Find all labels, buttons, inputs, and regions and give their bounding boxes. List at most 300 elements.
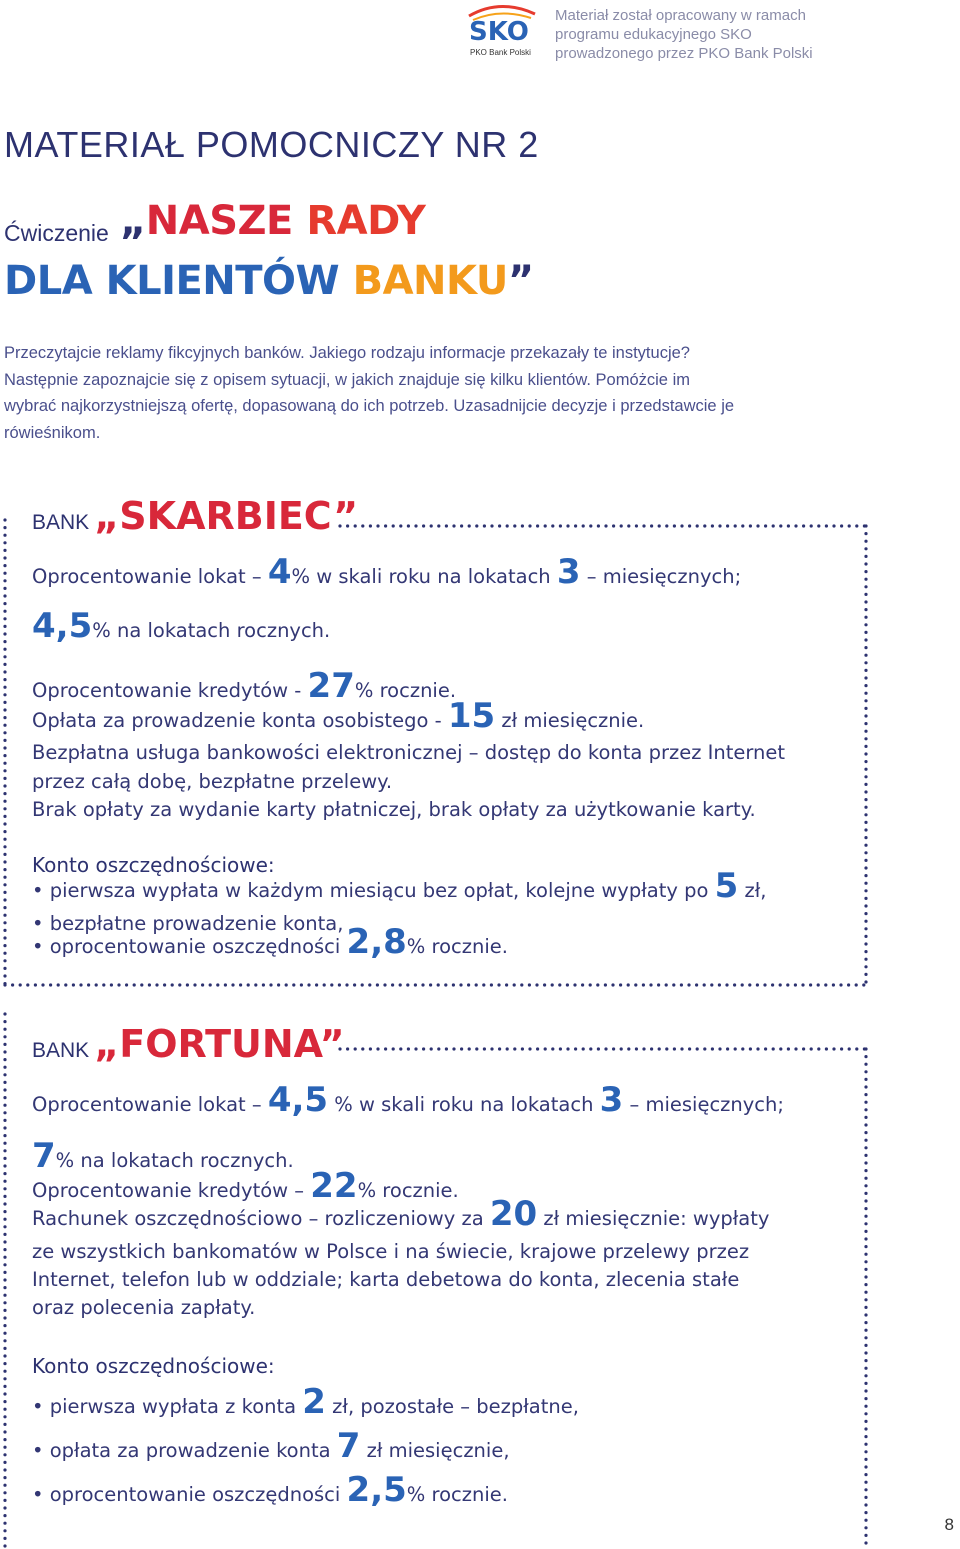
text: % na lokatach rocznych. xyxy=(92,619,331,642)
frame-dot xyxy=(3,1484,6,1487)
frame-dot xyxy=(3,1491,6,1494)
frame-dot xyxy=(41,983,44,986)
frame-dot xyxy=(756,983,759,986)
frame-dot xyxy=(3,1347,6,1350)
frame-dot xyxy=(300,983,303,986)
frame-dot xyxy=(725,983,728,986)
frame-dot xyxy=(452,983,455,986)
frame-dot xyxy=(392,1047,395,1050)
frame-dot xyxy=(3,640,6,643)
frame-dot xyxy=(611,983,614,986)
frame-dot xyxy=(3,1301,6,1304)
frame-dot xyxy=(864,616,867,619)
frame-dot xyxy=(543,983,546,986)
frame-dot xyxy=(864,585,867,588)
frame-dot xyxy=(864,707,867,710)
frame-dot xyxy=(3,1119,6,1122)
frame-dot xyxy=(864,1397,867,1400)
frame-dot xyxy=(3,974,6,977)
frame-dot xyxy=(528,1047,531,1050)
frame-dot xyxy=(3,1225,6,1228)
frame-dot xyxy=(864,1101,867,1104)
frame-dot xyxy=(696,1047,699,1050)
frame-dot xyxy=(506,1047,509,1050)
frame-dot xyxy=(277,983,280,986)
frame-dot xyxy=(3,868,6,871)
frame-dot xyxy=(657,983,660,986)
frame-dot xyxy=(673,524,676,527)
intro-line: Następnie zapoznajcie się z opisem sytuacji, w jakich znajduje się kilku klientów. Pomóżcie im xyxy=(4,370,690,389)
frame-dot xyxy=(459,983,462,986)
frame-dot xyxy=(627,1047,630,1050)
frame-dot xyxy=(239,983,242,986)
frame-dot xyxy=(771,983,774,986)
fortuna-account-fee xyxy=(32,1194,769,1234)
frame-dot xyxy=(864,1283,867,1286)
frame-dot xyxy=(824,983,827,986)
frame-dot xyxy=(787,1047,790,1050)
frame-dot xyxy=(3,936,6,939)
frame-dot xyxy=(832,1047,835,1050)
frame-dot xyxy=(3,1316,6,1319)
frame-dot xyxy=(589,524,592,527)
frame-dot xyxy=(794,983,797,986)
frame-dot xyxy=(3,746,6,749)
number: 4,5 xyxy=(32,606,93,646)
frame-dot xyxy=(864,1108,867,1111)
frame-dot xyxy=(864,1131,867,1134)
frame-dot xyxy=(864,775,867,778)
frame-dot xyxy=(3,1332,6,1335)
frame-dot xyxy=(612,524,615,527)
text: Rachunek oszczędnościowo – rozliczeniowy za xyxy=(32,1207,484,1230)
frame-dot xyxy=(3,556,6,559)
frame-dot xyxy=(864,927,867,930)
frame-dot xyxy=(711,524,714,527)
frame-dot xyxy=(3,1271,6,1274)
frame-dot xyxy=(574,524,577,527)
bank-name: SKARBIEC xyxy=(119,494,334,538)
frame-dot xyxy=(231,983,234,986)
frame-dot xyxy=(779,524,782,527)
frame-dot xyxy=(864,904,867,907)
frame-dot xyxy=(597,1047,600,1050)
document-title: MATERIAŁ POMOCNICZY NR 2 xyxy=(4,124,539,165)
frame-dot xyxy=(444,983,447,986)
frame-dot xyxy=(224,983,227,986)
frame-dot xyxy=(756,1047,759,1050)
frame-dot xyxy=(680,524,683,527)
frame-dot xyxy=(430,1047,433,1050)
frame-dot xyxy=(148,983,151,986)
text: pierwsza wypłata z konta xyxy=(49,1395,297,1418)
text: bezpłatne prowadzenie konta, xyxy=(49,912,344,935)
frame-dot xyxy=(445,524,448,527)
frame-dot xyxy=(72,983,75,986)
frame-dot xyxy=(3,1081,6,1084)
number: 4 xyxy=(267,552,292,592)
frame-dot xyxy=(855,1047,858,1050)
frame-dot xyxy=(864,570,867,573)
frame-dot xyxy=(864,1382,867,1385)
frame-dot xyxy=(498,1047,501,1050)
frame-dot xyxy=(864,942,867,945)
frame-dot xyxy=(445,1047,448,1050)
open-quote: „ xyxy=(94,494,120,538)
frame-dot xyxy=(864,1184,867,1187)
frame-dot xyxy=(864,1420,867,1423)
frame-dot xyxy=(604,524,607,527)
frame-dot xyxy=(673,1047,676,1050)
frame-dot xyxy=(864,1465,867,1468)
frame-dot xyxy=(864,1139,867,1142)
frame-dot xyxy=(414,983,417,986)
frame-dot xyxy=(3,983,6,986)
frame-dot xyxy=(680,983,683,986)
frame-dot xyxy=(117,983,120,986)
frame-dot xyxy=(521,524,524,527)
frame-dot xyxy=(864,859,867,862)
frame-dot xyxy=(864,980,867,983)
frame-dot xyxy=(3,572,6,575)
frame-dot xyxy=(3,1324,6,1327)
skarbiec-savings-title: Konto oszczędnościowe: xyxy=(32,853,275,877)
frame-dot xyxy=(566,983,569,986)
frame-dot xyxy=(864,1169,867,1172)
fortuna-savings-bullet xyxy=(32,1426,510,1466)
frame-dot xyxy=(3,1073,6,1076)
frame-dot xyxy=(3,1058,6,1061)
bullet: • xyxy=(32,1395,44,1418)
frame-dot xyxy=(49,983,52,986)
page-number: 8 xyxy=(944,1515,954,1534)
frame-dot xyxy=(3,1529,6,1532)
text: % rocznie. xyxy=(357,1179,459,1202)
frame-dot xyxy=(864,1389,867,1392)
frame-dot xyxy=(3,708,6,711)
header-note-line: programu edukacyjnego SKO xyxy=(555,26,752,43)
skarbiec-text-line: Bezpłatna usługa bankowości elektronicznej – dostęp do konta przez Internet xyxy=(32,741,786,764)
frame-dot xyxy=(361,983,364,986)
text: % rocznie. xyxy=(406,935,508,958)
frame-dot xyxy=(460,524,463,527)
frame-dot xyxy=(864,882,867,885)
frame-dot xyxy=(864,661,867,664)
text: – miesięcznych; xyxy=(586,565,742,588)
frame-dot xyxy=(3,686,6,689)
frame-dot xyxy=(864,1207,867,1210)
frame-dot xyxy=(864,1541,867,1544)
frame-dot xyxy=(3,1294,6,1297)
frame-dot xyxy=(763,983,766,986)
text: % rocznie. xyxy=(406,1483,508,1506)
frame-dot xyxy=(864,1070,867,1073)
frame-dot xyxy=(3,1370,6,1373)
frame-dot xyxy=(703,983,706,986)
frame-dot xyxy=(3,1522,6,1525)
bullet: • xyxy=(32,1439,44,1462)
frame-dot xyxy=(566,524,569,527)
frame-dot xyxy=(864,1374,867,1377)
frame-dot xyxy=(19,983,22,986)
frame-dot xyxy=(864,646,867,649)
bullet: • xyxy=(32,912,44,935)
frame-dot xyxy=(864,1085,867,1088)
frame-dot xyxy=(658,524,661,527)
frame-dot xyxy=(26,983,29,986)
frame-dot xyxy=(87,983,90,986)
frame-dot xyxy=(3,1240,6,1243)
skarbiec-savings-bullet xyxy=(32,922,508,962)
frame-dot xyxy=(551,983,554,986)
frame-dot xyxy=(558,983,561,986)
frame-dot xyxy=(864,524,867,527)
frame-dot xyxy=(460,1047,463,1050)
frame-dot xyxy=(3,1438,6,1441)
frame-dot xyxy=(635,1047,638,1050)
frame-dot xyxy=(855,524,858,527)
frame-dot xyxy=(3,541,6,544)
frame-dot xyxy=(338,983,341,986)
frame-dot xyxy=(3,792,6,795)
frame-dot xyxy=(864,1336,867,1339)
frame-dot xyxy=(353,983,356,986)
fortuna-savings-title: Konto oszczędnościowe: xyxy=(32,1354,275,1378)
frame-dot xyxy=(3,1362,6,1365)
frame-dot xyxy=(551,524,554,527)
frame-dot xyxy=(3,815,6,818)
frame-dot xyxy=(133,983,136,986)
text: % w skali roku na lokatach xyxy=(334,1093,594,1116)
text: – miesięcznych; xyxy=(629,1093,784,1116)
frame-dot xyxy=(741,524,744,527)
skarbiec-deposit-rate xyxy=(32,552,741,592)
skarbiec-text-line: Brak opłaty za wydanie karty płatniczej, brak opłaty za użytkowanie karty. xyxy=(32,798,756,821)
title-word: RADY xyxy=(306,198,426,244)
frame-dot xyxy=(430,524,433,527)
frame-dot xyxy=(650,1047,653,1050)
frame-dot xyxy=(864,730,867,733)
frame-dot xyxy=(3,1309,6,1312)
frame-dot xyxy=(163,983,166,986)
frame-dot xyxy=(3,1392,6,1395)
frame-dot xyxy=(171,983,174,986)
frame-dot xyxy=(864,555,867,558)
frame-dot xyxy=(468,524,471,527)
frame-dot xyxy=(864,1275,867,1278)
frame-dot xyxy=(475,983,478,986)
frame-dot xyxy=(832,983,835,986)
frame-dot xyxy=(864,737,867,740)
frame-dot xyxy=(734,1047,737,1050)
frame-dot xyxy=(864,1298,867,1301)
frame-dot xyxy=(186,983,189,986)
frame-dot xyxy=(864,532,867,535)
frame-dot xyxy=(3,534,6,537)
frame-dot xyxy=(864,920,867,923)
text: % w skali roku na lokatach xyxy=(291,565,551,588)
frame-dot xyxy=(330,983,333,986)
frame-dot xyxy=(749,1047,752,1050)
frame-dot xyxy=(779,1047,782,1050)
skarbiec-text-line: przez całą dobę, bezpłatne przelewy. xyxy=(32,770,393,793)
frame-dot xyxy=(772,1047,775,1050)
frame-dot xyxy=(3,944,6,947)
frame-dot xyxy=(589,1047,592,1050)
frame-dot xyxy=(864,1192,867,1195)
frame-dot xyxy=(3,1218,6,1221)
frame-dot xyxy=(864,1253,867,1256)
frame-dot xyxy=(864,600,867,603)
frame-dot xyxy=(3,1157,6,1160)
frame-dot xyxy=(627,983,630,986)
frame-dot xyxy=(3,731,6,734)
frame-dot xyxy=(864,935,867,938)
text: zł miesięcznie, xyxy=(366,1439,510,1462)
bullet: • xyxy=(32,935,44,958)
frame-dot xyxy=(3,1385,6,1388)
exercise-title-line-2 xyxy=(4,258,534,304)
frame-dot xyxy=(864,1146,867,1149)
frame-dot xyxy=(376,983,379,986)
frame-dot xyxy=(513,1047,516,1050)
frame-dot xyxy=(864,676,867,679)
header-note-line: prowadzonego przez PKO Bank Polski xyxy=(555,45,813,62)
frame-dot xyxy=(817,524,820,527)
frame-dot xyxy=(521,1047,524,1050)
frame-dot xyxy=(3,921,6,924)
frame-dot xyxy=(399,524,402,527)
frame-dot xyxy=(864,1359,867,1362)
number: 3 xyxy=(599,1080,624,1120)
frame-dot xyxy=(392,524,395,527)
frame-dot xyxy=(3,1142,6,1145)
frame-dot xyxy=(3,701,6,704)
fortuna-deposit-rate xyxy=(32,1080,784,1120)
frame-dot xyxy=(3,777,6,780)
title-word: BANKU xyxy=(352,258,508,304)
frame-dot xyxy=(3,807,6,810)
skarbiec-savings-bullet xyxy=(32,866,766,906)
frame-dot xyxy=(3,1195,6,1198)
frame-dot xyxy=(832,524,835,527)
frame-dot xyxy=(864,866,867,869)
frame-dot xyxy=(490,524,493,527)
frame-dot xyxy=(864,790,867,793)
frame-dot xyxy=(864,806,867,809)
text: oprocentowanie oszczędności xyxy=(49,935,341,958)
title-word: KLIENTÓW xyxy=(105,258,340,304)
frame-dot xyxy=(764,524,767,527)
frame-dot xyxy=(3,1134,6,1137)
frame-dot xyxy=(658,1047,661,1050)
frame-dot xyxy=(3,663,6,666)
fortuna-savings-bullet xyxy=(32,1470,508,1510)
frame-dot xyxy=(391,983,394,986)
frame-dot xyxy=(733,983,736,986)
frame-dot xyxy=(864,1321,867,1324)
frame-dot xyxy=(864,973,867,976)
frame-dot xyxy=(756,524,759,527)
frame-dot xyxy=(741,983,744,986)
frame-dot xyxy=(634,983,637,986)
number: 20 xyxy=(489,1194,538,1234)
fortuna-text-line: Internet, telefon lub w oddziale; karta debetowa do konta, zlecenia stałe xyxy=(32,1268,740,1291)
frame-dot xyxy=(711,1047,714,1050)
frame-dot xyxy=(718,1047,721,1050)
frame-dot xyxy=(864,950,867,953)
frame-dot xyxy=(3,724,6,727)
frame-dot xyxy=(864,692,867,695)
frame-dot xyxy=(635,524,638,527)
skarbiec-account-fee xyxy=(32,696,644,736)
frame-dot xyxy=(3,579,6,582)
frame-dot xyxy=(864,1078,867,1081)
frame-dot xyxy=(437,983,440,986)
frame-dot xyxy=(3,1088,6,1091)
frame-dot xyxy=(864,1260,867,1263)
frame-dot xyxy=(3,1278,6,1281)
frame-dot xyxy=(3,693,6,696)
frame-dot xyxy=(354,1047,357,1050)
intro-line: Przeczytajcie reklamy fikcyjnych banków. Jakiego rodzaju informacje przekazały te instytucje? xyxy=(4,344,690,362)
frame-dot xyxy=(307,983,310,986)
frame-dot xyxy=(482,983,485,986)
frame-dot xyxy=(864,1526,867,1529)
frame-dot xyxy=(864,760,867,763)
frame-dot xyxy=(490,983,493,986)
frame-dot xyxy=(817,983,820,986)
text: % na lokatach rocznych. xyxy=(55,1149,294,1172)
frame-dot xyxy=(254,983,257,986)
frame-dot xyxy=(520,983,523,986)
sko-logo xyxy=(455,2,545,60)
frame-dot xyxy=(429,983,432,986)
frame-dot xyxy=(840,524,843,527)
frame-dot xyxy=(864,1367,867,1370)
frame-dot xyxy=(802,1047,805,1050)
frame-dot xyxy=(864,1496,867,1499)
frame-dot xyxy=(3,1050,6,1053)
frame-dot xyxy=(864,1488,867,1491)
frame-dot xyxy=(3,1430,6,1433)
title-word: NASZE xyxy=(145,198,293,244)
frame-dot xyxy=(3,1248,6,1251)
frame-dot xyxy=(864,1519,867,1522)
text: zł miesięcznie: wypłaty xyxy=(543,1207,770,1230)
frame-dot xyxy=(864,1534,867,1537)
frame-dot xyxy=(513,983,516,986)
frame-dot xyxy=(369,524,372,527)
frame-dot xyxy=(475,1047,478,1050)
frame-dot xyxy=(368,983,371,986)
frame-dot xyxy=(3,617,6,620)
frame-dot xyxy=(726,1047,729,1050)
frame-dot xyxy=(864,669,867,672)
exercise-prefix: Ćwiczenie xyxy=(4,220,109,246)
frame-dot xyxy=(3,891,6,894)
frame-dot xyxy=(269,983,272,986)
frame-dot xyxy=(864,1245,867,1248)
frame-dot xyxy=(285,983,288,986)
frame-dot xyxy=(178,983,181,986)
frame-dot xyxy=(582,1047,585,1050)
frame-dot xyxy=(452,1047,455,1050)
frame-dot xyxy=(467,983,470,986)
frame-dot xyxy=(3,648,6,651)
frame-dot xyxy=(864,714,867,717)
frame-dot xyxy=(718,983,721,986)
